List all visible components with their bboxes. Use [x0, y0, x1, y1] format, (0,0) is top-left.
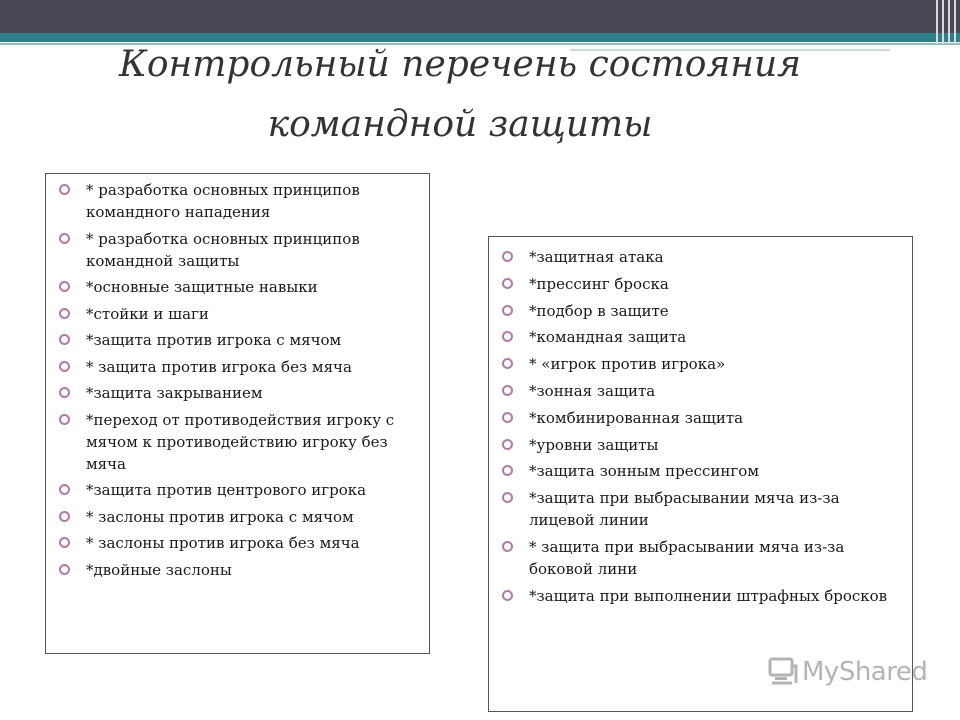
bullet-ring-icon	[59, 334, 70, 345]
list-item	[56, 356, 421, 378]
list-item-text: *защита против игрока с мячом	[86, 331, 342, 349]
list-item-text: *двойные заслоны	[86, 560, 232, 579]
list-item-text: *защита зонным прессингом	[529, 462, 759, 481]
bullet-ring-icon	[59, 511, 70, 522]
bullet-ring-icon	[502, 465, 513, 476]
list-item-text: *прессинг броска	[529, 274, 669, 293]
list-item	[56, 303, 421, 325]
list-item-text: *защита против центрового игрока	[86, 481, 367, 499]
list-item-text: *комбинированная защита	[529, 408, 744, 427]
bullet-ring-icon	[502, 251, 513, 262]
list-item	[56, 228, 421, 272]
bullet-ring-icon	[502, 412, 513, 423]
list-item	[56, 559, 421, 581]
list-item-text: *защита закрыванием	[86, 384, 263, 402]
list-item	[499, 326, 904, 348]
watermark-text: MyShared	[802, 657, 928, 687]
list-item	[56, 329, 421, 351]
list-item-text: * защита против игрока без мяча	[86, 357, 352, 376]
list-item	[499, 487, 904, 531]
bullet-ring-icon	[502, 358, 513, 369]
myshared-watermark	[766, 656, 927, 688]
bullet-ring-icon	[502, 278, 513, 289]
bullet-ring-icon	[59, 281, 70, 292]
list-item-text: * разработка основных принципов командной защиты	[86, 229, 360, 270]
list-item	[499, 536, 904, 580]
list-item	[499, 434, 904, 456]
slide-title	[80, 35, 840, 155]
header-band	[0, 0, 960, 33]
bullet-ring-icon	[59, 361, 70, 372]
list-item	[499, 273, 904, 295]
left-checklist-panel	[45, 173, 430, 654]
bullet-ring-icon	[59, 414, 70, 425]
list-item-text: *защита при выбрасывании мяча из-за лицевой линии	[529, 489, 840, 530]
list-item	[499, 380, 904, 402]
myshared-logo-icon	[766, 656, 798, 688]
header-decoration	[930, 0, 960, 44]
list-item-text: *уровни защиты	[529, 435, 659, 454]
bullet-ring-icon	[59, 484, 70, 495]
list-item	[499, 246, 904, 268]
list-item	[499, 353, 904, 375]
list-item	[56, 179, 421, 223]
list-item-text: *стойки и шаги	[86, 304, 209, 323]
list-item	[499, 407, 904, 429]
list-item-text: * защита при выбрасывании мяча из-за боковой лини	[529, 537, 845, 578]
bullet-ring-icon	[502, 305, 513, 316]
list-item-text: *переход от противодействия игроку с мячом к противодействию игроку без мяча	[86, 410, 395, 473]
bullet-ring-icon	[502, 492, 513, 503]
list-item	[499, 460, 904, 482]
list-item-text: *командная защита	[529, 328, 687, 347]
right-checklist	[499, 246, 904, 607]
list-item	[56, 532, 421, 554]
slide-title-line-2: командной защиты	[267, 104, 653, 145]
list-item-text: * «игрок против игрока»	[529, 355, 726, 374]
bullet-ring-icon	[502, 385, 513, 396]
list-item-text: * разработка основных принципов командного нападения	[86, 181, 360, 221]
list-item	[56, 382, 421, 404]
bullet-ring-icon	[59, 387, 70, 398]
bullet-ring-icon	[59, 184, 70, 195]
list-item	[56, 276, 421, 298]
list-item-text: *защитная атака	[529, 248, 664, 266]
list-item	[499, 300, 904, 322]
list-item	[499, 585, 904, 607]
bullet-ring-icon	[59, 564, 70, 575]
list-item-text: *защита при выполнении штрафных бросков	[529, 586, 888, 605]
bullet-ring-icon	[59, 233, 70, 244]
list-item-text: *подбор в защите	[529, 301, 669, 320]
list-item	[56, 506, 421, 528]
list-item-text: * заслоны против игрока с мячом	[86, 507, 354, 526]
right-checklist-panel	[488, 236, 913, 712]
list-item-text: *зонная защита	[529, 381, 656, 400]
list-item-text: *основные защитные навыки	[86, 278, 318, 296]
bullet-ring-icon	[502, 590, 513, 601]
list-item-text: * заслоны против игрока без мяча	[86, 534, 360, 552]
bullet-ring-icon	[502, 439, 513, 450]
bullet-ring-icon	[59, 537, 70, 548]
list-item	[56, 479, 421, 501]
bullet-ring-icon	[502, 331, 513, 342]
slide-title-line-1: Контрольный перечень состояния	[119, 44, 801, 85]
bullet-ring-icon	[502, 541, 513, 552]
left-checklist	[56, 179, 421, 581]
list-item	[56, 409, 421, 475]
bullet-ring-icon	[59, 308, 70, 319]
